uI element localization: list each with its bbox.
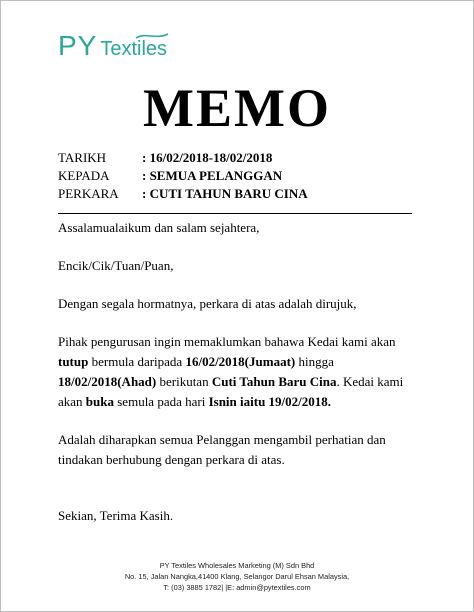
notice-bold: buka — [85, 394, 114, 409]
notice-text: bermula daripada — [88, 354, 186, 369]
footer-company: PY Textiles Wholesales Marketing (M) Sdn Bhd — [159, 561, 315, 570]
logo-textiles-text — [100, 38, 167, 60]
notice-bold: tutup — [58, 354, 89, 369]
meta-label: PERKARA — [58, 186, 119, 201]
meta-label: TARIKH — [58, 150, 107, 165]
meta-value: : 16/02/2018-18/02/2018 — [142, 150, 273, 165]
footer-contact: T: (03) 3885 1782| |E: admin@pytextiles.com — [163, 583, 311, 592]
notice-text: semula pada hari — [114, 394, 209, 409]
memo-title: MEMO — [143, 78, 331, 138]
logo-textiles-label: Textiles — [100, 38, 168, 60]
meta-row-kepada — [58, 167, 308, 185]
notice-bold: 16/02/2018(Jumaat) — [185, 354, 296, 369]
notice-text: Pihak pengurusan ingin memaklumkan bahawa Kedai kami akan — [58, 334, 396, 349]
footer-address: No. 15, Jalan Nangka,41400 Klang, Selangor Darul Ehsan Malaysia, — [124, 572, 350, 581]
notice-bold: Cuti Tahun Baru Cina — [211, 374, 337, 389]
logo-swoosh-icon — [135, 32, 169, 40]
memo-meta — [58, 149, 308, 203]
meta-row-perkara — [58, 185, 308, 203]
memo-body — [58, 218, 418, 526]
salutation: Encik/Cik/Tuan/Puan, — [58, 258, 174, 273]
intro-paragraph: Dengan segala hormatnya, perkara di atas adalah dirujuk, — [58, 296, 357, 311]
company-logo — [58, 32, 167, 60]
notice-bold: 18/02/2018(Ahad) — [58, 374, 157, 389]
meta-label: KEPADA — [58, 168, 110, 183]
closing-line: Sekian, Terima Kasih. — [58, 508, 174, 523]
greeting: Assalamualaikum dan salam sejahtera, — [58, 220, 260, 235]
meta-row-tarikh — [58, 149, 308, 167]
notice-text: hingga — [295, 354, 334, 369]
header-divider — [58, 213, 412, 214]
meta-value: : CUTI TAHUN BARU CINA — [142, 186, 308, 201]
footer — [0, 560, 474, 593]
notice-bold: Isnin iaitu 19/02/2018. — [208, 394, 332, 409]
notice-paragraph — [58, 332, 418, 412]
logo-py-text: PY — [58, 30, 98, 61]
request-paragraph: Adalah diharapkan semua Pelanggan mengambil perhatian dan tindakan berhubung dengan perkara di atas. — [58, 432, 386, 467]
notice-text: berikutan — [156, 374, 212, 389]
meta-value: : SEMUA PELANGGAN — [142, 168, 283, 183]
notice-text: . Kedai kami akan — [58, 374, 404, 409]
